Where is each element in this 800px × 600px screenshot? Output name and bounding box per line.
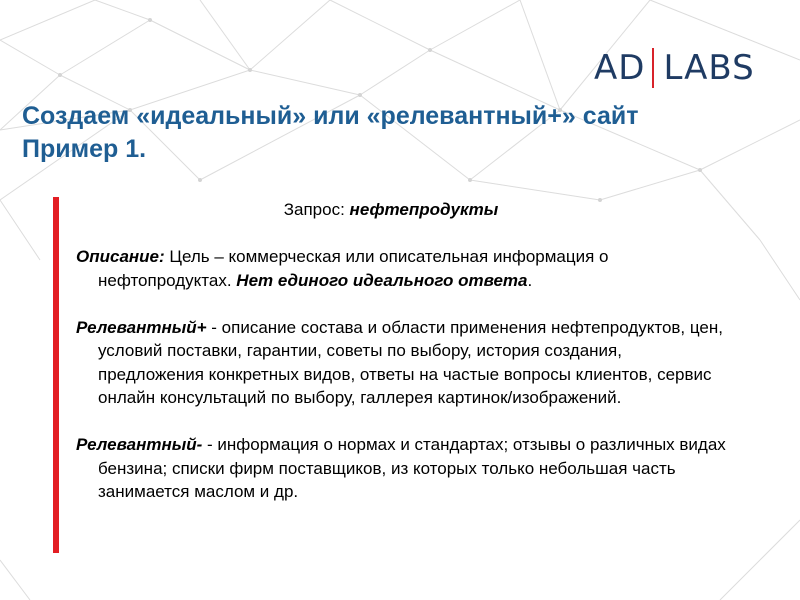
- logo-text-labs: LABS: [663, 48, 755, 88]
- relevant-plus-text: - описание состава и области применения нефтепродуктов, цен, условий поставки, гарантии, советы по выбору, история создания, предложения конкретных видов, ответы на частые вопросы клиентов, сервис онлайн консультаций по выбору, галлерея картинок/изображений.: [98, 317, 723, 407]
- query-line: [76, 198, 706, 222]
- description-tail: .: [527, 270, 533, 290]
- description-paragraph: [76, 245, 726, 292]
- relevant-minus-label: Релевантный-: [76, 435, 203, 454]
- relevant-plus-label: Релевантный+: [76, 317, 207, 337]
- relevant-minus-paragraph: [76, 433, 726, 504]
- adlabs-logo: [594, 46, 755, 90]
- logo-text-ad: AD: [594, 48, 646, 88]
- slide-title-line-2: Пример 1.: [22, 135, 147, 163]
- query-label: Запрос:: [283, 200, 345, 219]
- red-accent-bar: [53, 197, 59, 553]
- relevant-plus-paragraph: [76, 316, 726, 410]
- relevant-minus-text: - информация о нормах и стандартах; отзывы о различных видах бензина; списки фирм поставщиков, из которых только небольшая часть занимается маслом и др.: [98, 435, 726, 501]
- logo-separator: [652, 48, 654, 88]
- slide-title-line-1: Создаем «идеальный» или «релевантный+» сайт: [22, 102, 639, 130]
- description-label: Описание:: [76, 247, 165, 266]
- slide-content: [76, 198, 726, 504]
- slide-title: [22, 100, 638, 166]
- query-value: нефтепродукты: [349, 200, 499, 219]
- description-text: Цель – коммерческая или описательная информация о нефтопродуктах.: [98, 247, 609, 290]
- description-emphasis: Нет единого идеального ответа: [236, 270, 528, 290]
